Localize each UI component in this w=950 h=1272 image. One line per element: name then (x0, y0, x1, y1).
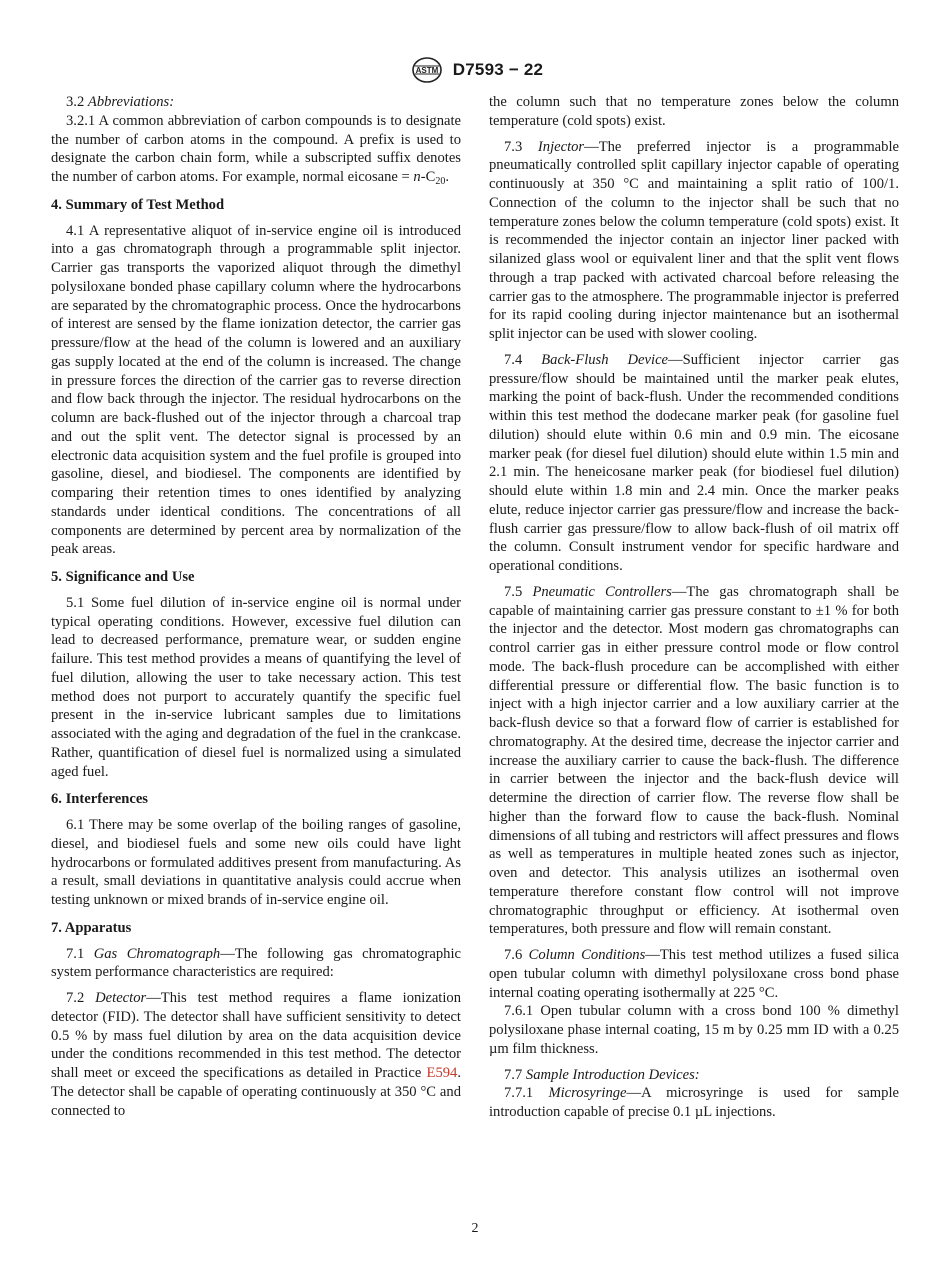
paragraph-7-3: 7.3 Injector—The preferred injector is a programmable pneumatically controlled split capillary injector capable of operating continuously at 350 °C and maintaining a split ratio of 100/1. Connection of the column to the injector shall be such that no temperature zones below the column temperature (cold spots) exist. It is recommended the injector contain an injector liner packed with silanized glass wool or equivalent liner and that the split vent flows through a trap packed with activated charcoal before releasing the carrier gas to the atmosphere. The programmable injector is preferred for its rapid cooling during injector maintenance but an isothermal split injector can be used with slower cooling. (489, 138, 899, 342)
svg-text:ASTM: ASTM (415, 66, 439, 75)
paragraph-7-7-1: 7.7.1 Microsyringe—A microsyringe is used for sample introduction capable of precise 0.1 µL injections. (489, 1085, 899, 1120)
paragraph-7-5: 7.5 Pneumatic Controllers—The gas chromatograph shall be capable of maintaining carrier gas pressure constant to ±1 % for both the injector and the detector. Most modern gas chromatographs can control carrier gas in either pressure control mode or flow control mode. The back-flush procedure can be accomplished with either differential pressure or differential flow. The basic function is to inject with a high injector carrier and a low auxiliary carrier at the back-flush device so that a forward flow of carrier is established for chromatography. At the desired time, decrease the injector carrier and increase the auxiliary carrier to cause the back-flush. The difference in carrier between the injector and the back-flush device will determine the direction of carrier flow. The reverse flow shall be higher than the forward flow to cause the back-flush. Nominal dimensions of all tubing and restrictors will affect pressures and flows as well as temperatures in multiple heated zones such as injector, oven and detector. This analysis utilizes an isothermal oven temperature therefore constant flow control will not improve chromatographic throughput or efficiency. At isothermal oven temperatures, both pressure and flow will remain constant. (489, 583, 900, 938)
page-number: 2 (471, 1221, 479, 1236)
right-column (489, 93, 899, 1122)
paragraph-4-1: 4.1 A representative aliquot of in-service engine oil is introduced into a gas chromatograph through a programmable split injector. Carrier gas transports the vaporized aliquot through the dimethyl polysiloxane bonded phase capillary column where the hydrocarbons are separated by the chromatographic process. Once the hydrocarbons of interest are sensed by the flame ionization detector, the carrier gas pressure/flow at the head of the column is lowered and an auxiliary gas supply located at the end of the column is increased. The change in pressure forces the direction of the carrier gas to reverse direction and flow back through the injector. The residual hydrocarbons on the column are back-flushed out of the injector through a charcoal trap and out the split vent. The detector signal is processed by an electronic data acquisition system and the fuel profile is grouped into gasoline, diesel, and biodiesel. The components are identified by comparing their retention times to ones identified by analyzing standards under identical conditions. The concentrations of all components are determined by percent area by normalization of the peak areas. (51, 222, 461, 558)
heading-summary-of-test-method: 4. Summary of Test Method (51, 196, 225, 213)
paragraph-7-2: 7.2 Detector—This test method requires a flame ionization detector (FID). The detector shall have sufficient sensitivity to detect 0.5 % by mass fuel dilution by area on the data acquisition device under the conditions recommended in this test method. The detector shall meet or exceed the specifications as detailed in Practice E594. The detector shall be capable of operating continuously at 350 °C and connected to (51, 990, 462, 1119)
reference-link-e594[interactable]: E594 (426, 1065, 458, 1081)
paragraph-7-6-1: 7.6.1 Open tubular column with a cross bond 100 % dimethyl polysiloxane phase internal coating, 15 m by 0.25 mm ID with a 0.25 µm film thickness. (489, 1003, 899, 1057)
paragraph-7-4: 7.4 Back-Flush Device—Sufficient injector carrier gas pressure/flow should be maintained until the marker peak elutes, marking the point of back-flush. Under the recommended conditions within this test method the dodecane marker peak (for gasoline fuel dilution) should elute within 0.6 min and 0.9 min. The eicosane marker peak (for diesel fuel dilution) should elute within 1.5 min and 2.1 min. The heneicosane marker peak (for biodiesel fuel dilution) should elute within 1.8 min and 2.4 min. Once the marker peaks elute, reduce injector carrier gas pressure/flow and increase the back-flush carrier gas pressure/flow to allow back-flush of oil matrix off the column. Consult instrument vendor for specific hardware and operational conditions. (489, 351, 899, 574)
paragraph-7-7: 7.7 Sample Introduction Devices: (504, 1066, 700, 1083)
paragraph-3-2-1: 3.2.1 A common abbreviation of carbon compounds is to designate the number of carbon atoms in the compound. A prefix is used to designate the carbon chain form, while a subscripted suffix denotes the number of carbon atoms. For example, normal eicosane = $n-C_{20}$. (51, 112, 461, 187)
astm-logo-icon (407, 57, 447, 83)
document-designation: D7593 − 22 (452, 60, 544, 79)
paragraph-5-1: 5.1 Some fuel dilution of in-service engine oil is normal under typical operating conditions. However, excessive fuel dilution can lead to decreased performance, premature wear, or sudden engine failure. This test method provides a means of quantifying the level of fuel dilution, allowing the user to take necessary action. This test method does not purport to accurately quantify the specific fuel present in the in-service lubricant samples due to limitations associated with the aging and degradation of the fuel in the crankcase. Rather, quantification of diesel fuel is normalized using a simulated aged fuel. (51, 594, 461, 780)
paragraph-7-6: 7.6 Column Conditions—This test method utilizes a fused silica open tubular column with dimethyl polysiloxane cross bond phase internal coating operating isothermally at 225 °C. (489, 947, 899, 1001)
section-3-2: 3.2 Abbreviations: (66, 94, 175, 110)
heading-interferences: 6. Interferences (51, 791, 148, 808)
page-header (0, 56, 950, 84)
paragraph-6-1: 6.1 There may be some overlap of the boiling ranges of gasoline, diesel, and biodiesel fuels and some new oils could have light hydrocarbons or formulated additives present from manufacturing. As a result, small deviations in quantitative analysis could accrue when testing unknown or mixed brands of in-service engine oil. (51, 817, 461, 908)
left-column (51, 93, 461, 1120)
heading-significance-and-use: 5. Significance and Use (51, 569, 195, 585)
paragraph-7-1: 7.1 Gas Chromatograph—The following gas chromatographic system performance characteristics are required: (51, 945, 461, 981)
heading-apparatus: 7. Apparatus (51, 919, 132, 936)
paragraph-7-2-continued: the column such that no temperature zones below the column temperature (cold spots) exist. (489, 94, 899, 129)
